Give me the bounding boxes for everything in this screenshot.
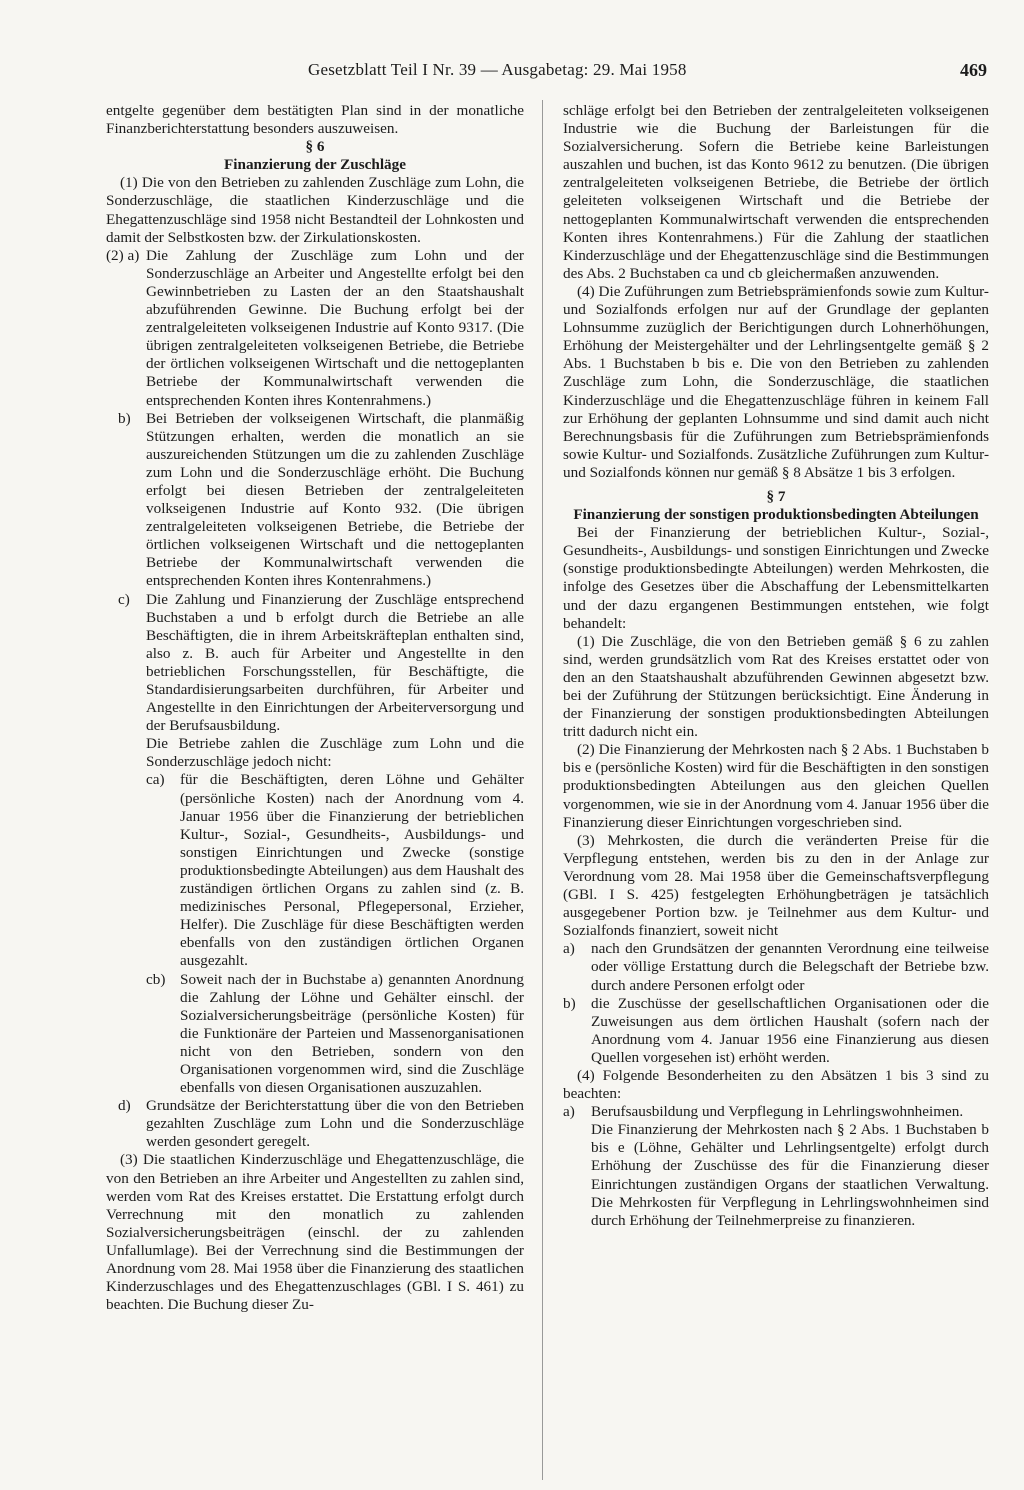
item-label: b) <box>118 409 131 427</box>
item-ca <box>146 771 524 970</box>
section-7-intro: Bei der Finanzierung der betrieblichen Kultur-, Sozial-, Gesundheits-, Ausbildungs- und sonstigen Einrichtungen und Zwecke (sonstige produktionsbedingte Abteilungen) werden Mehrkosten, die infolge des Gesetzes über die Abschaffung der Lebensmittelkarten und der dazu ergangenen Bestimmungen entstehen, wie folgt behandelt: <box>563 524 989 632</box>
section-7-item-3b <box>563 995 989 1067</box>
section-7-item-4a-continued: Die Finanzierung der Mehrkosten nach § 2 Abs. 1 Buchstaben b bis e (Löhne, Gehälter und Lehrlingsentgelte) erfolgt durch Erhöhung der Zuschüsse des für die Finanzierung dieser Einrichtungen zuständigen Organs der staatlichen Verwaltung. Die Mehrkosten für Verpflegung in Lehrlingswohnheimen sind durch Erhöhung der Teilnehmerpreise zu finanzieren. <box>591 1121 989 1229</box>
item-label: b) <box>563 994 576 1012</box>
item-text: Die Zahlung und Finanzierung der Zuschläge entsprechend Buchstaben a und b erfolgt durch die Betriebe an alle Beschäftigten, die in ihrem Arbeitskräfteplan enthalten sind, also z. B. auch für Arbeiter und Angestellte in den betrieblichen Forschungsstellen, für Beschäftigte, die Standardisierungsarbeiten durchführen, für Arbeiter und Angestellte in den Einrichtungen der Arbeiterversorgung und der Berufsausbildung. <box>146 590 524 735</box>
item-text: Berufsausbildung und Verpflegung in Lehrlingswohnheimen. <box>591 1103 964 1121</box>
section-7-paragraph-3: (3) Mehrkosten, die durch die veränderten Preise für die Verpflegung entstehen, werden bis zu den in der Anlage zur Verordnung vom 28. Mai 1958 über die Gemeinschaftsverpflegung (GBl. I S. 425) festgelegten Erhöhungbeträgen je tatsächlich ausgegebener Portion bzw. je Teilnehmer aus dem Kultur- und Sozialfonds finanziert, soweit nicht <box>563 831 989 940</box>
section-7-item-4a <box>563 1103 989 1121</box>
paragraph-1: (1) Die von den Betrieben zu zahlenden Zuschläge zum Lohn, die Sonderzuschläge, die staatlichen Kinderzuschläge und die Ehegattenzuschläge sind 1958 nicht Bestandteil der Lohnkosten und damit der Selbstkosten bzw. der Zirkulationskosten. <box>106 174 524 246</box>
item-text: Grundsätze der Berichterstattung über die von den Betrieben gezahlten Zuschläge zum Lohn und die Sonderzuschläge werden gesondert geregelt. <box>146 1097 524 1151</box>
item-text: Bei Betrieben der volkseigenen Wirtschaft, die planmäßig Stützungen erhalten, werden die monatlich an sie auszureichenden Stützungen um die zu zahlenden Zuschläge zum Lohn und die Sonderzuschläge erhöht. Die Buchung erfolgt bei diesen Betrieben der zentralgeleiteten volkseigenen Industrie auf Konto 932. (Die übrigen zentralgeleiteten volkseigenen Betriebe, die Betriebe der örtlichen volkseigenen Wirtschaft und die nettogeplanten Betriebe der Kommunalwirtschaft verwenden die entsprechenden Konten ihres Kontenrahmens.) <box>146 409 524 590</box>
right-column <box>563 102 989 1230</box>
section-6-title: Finanzierung der Zuschläge <box>224 156 406 174</box>
paragraph-2b <box>106 410 524 591</box>
page-number: 469 <box>960 60 987 80</box>
item-label: cb) <box>146 970 166 988</box>
item-cb <box>146 971 524 1098</box>
item-text: Soweit nach der in Buchstabe a) genannten Anordnung die Zahlung der Löhne und Gehälter einschl. der Sozialversicherungsbeiträge (persönliche Kosten) für die Funktionäre der Parteien und Massenorganisationen nicht von den Betrieben, sondern von den Organisationen vorgenommen wird, sind die Zuschläge ebenfalls von diesen Organisationen auszuzahlen. <box>180 970 524 1097</box>
item-label: c) <box>118 590 130 608</box>
item-label: ca) <box>146 771 165 789</box>
gazette-title: Gesetzblatt Teil I Nr. 39 — Ausgabetag: 29. Mai 1958 <box>308 60 687 79</box>
section-6-number: § 6 <box>305 138 325 156</box>
paragraph-2c-continued: Die Betriebe zahlen die Zuschläge zum Lohn und die Sonderzuschläge jedoch nicht: <box>146 735 524 771</box>
item-text: die Zuschüsse der gesellschaftlichen Organisationen oder die Zuweisungen aus dem örtlichen Haushalt (sofern nach der Anordnung vom 4. Januar 1956 eine Finanzierung aus diesen Quellen vorgesehen ist) erhöht werden. <box>591 994 989 1066</box>
item-label: a) <box>563 940 575 958</box>
left-column <box>106 102 524 1314</box>
subitems-c <box>106 771 524 1097</box>
item-text: Die Zahlung der Zuschläge zum Lohn und der Sonderzuschläge an Arbeiter und Angestellte erfolgt bei den Gewinnbetrieben zu Lasten der an den Staatshaushalt abzuführenden Gewinne. Die Buchung erfolgt bei der zentralgeleiteten volkseigenen Industrie auf Konto 9317. (Die übrigen zentralgeleiteten volkseigenen Betriebe, die Betriebe der örtlichen volkseigenen Wirtschaft und die nettogeplanten Betriebe der Kommunalwirtschaft verwenden die entsprechenden Konten ihres Kontenrahmens.) <box>146 246 524 409</box>
item-label: d) <box>118 1097 131 1115</box>
paragraph-2a <box>106 247 524 410</box>
section-7-title: Finanzierung der sonstigen produktionsbedingten Abteilungen <box>573 506 979 524</box>
paragraph-3: (3) Die staatlichen Kinderzuschläge und Ehegattenzuschläge, die von den Betrieben an ihre Arbeiter und Angestellten zu zahlen sind, werden vom Rat des Kreises erstattet. Die Erstattung erfolgt durch Verrechnung mit den monatlich zu zahlenden Sozialversicherungsbeiträgen (einschl. der zu zahlenden Unfallumlage). Bei der Verrechnung sind die Bestimmungen der Anordnung vom 28. Mai 1958 über die Finanzierung des staatlichen Kinderzuschlages und des Ehegattenzuschlages (GBl. I S. 461) zu beachten. Die Buchung dieser Zu- <box>106 1151 524 1314</box>
item-text: für die Beschäftigten, deren Löhne und Gehälter (persönliche Kosten) nach der Anordnung vom 4. Januar 1956 über die Finanzierung der betrieblichen Kultur-, Sozial-, Gesundheits-, Ausbildungs- und sonstigen Einrichtungen und Zwecke (sonstige produktionsbedingte Abteilungen) aus dem Haushalt des zuständigen örtlichen Organs zu zahlen sind (z. B. medizinisches Personal, Pflegepersonal, Erzieher, Helfer). Die Zuschläge für diese Beschäftigten werden ebenfalls von den zuständigen örtlichen Organen ausgezahlt. <box>180 771 524 970</box>
paragraph-2c <box>106 591 524 736</box>
page-header <box>112 60 987 86</box>
intro-paragraph: entgelte gegenüber dem bestätigten Plan sind in der monatliche Finanzberichterstattung besonders auszuweisen. <box>106 102 524 138</box>
section-7-item-3a <box>563 940 989 994</box>
paragraph-4: (4) Die Zuführungen zum Betriebsprämienfonds sowie zum Kultur- und Sozialfonds erfolgen nur auf der Grundlage der geplanten Lohnsumme zuzüglich der Berichtigungen durch Lohnerhöhungen, Erhöhung der Meistergehälter und der Lehrlingsentgelte gemäß § 2 Abs. 1 Buchstaben b bis e. Die von den Betrieben zu zahlenden Zuschläge zum Lohn, die Sonderzuschläge, die staatlichen Kinderzuschläge und die Ehegattenzuschläge führen in keinem Fall zur Erhöhung der geplanten Lohnsumme und sind damit auch nicht Berechnungsbasis für die Zuführungen zum Betriebsprämienfonds sowie Kultur- und Sozialfonds. Zusätzliche Zuführungen zum Kultur- und Sozialfonds können nur gemäß § 8 Absätze 1 bis 3 erfolgen. <box>563 282 989 481</box>
section-7-paragraph-4: (4) Folgende Besonderheiten zu den Absätzen 1 bis 3 sind zu beachten: <box>563 1066 989 1103</box>
continued-paragraph: schläge erfolgt bei den Betrieben der zentralgeleiteten volkseigenen Industrie wie die Buchung der Barleistungen für die Sozialversicherung. Sofern die Betriebe keine Barleistungen auszahlen und buchen, ist das Konto 9612 zu benutzen. (Die übrigen zentralgeleiteten volkseigenen Betriebe, die Betriebe der örtlich geleiteten volkseigenen Wirtschaft und die Betriebe der nettogeplanten Kommunalwirtschaft verwenden die entsprechenden Konten ihres Kontenrahmens.) Für die Zahlung der staatlichen Kinderzuschläge und der Ehegattenzuschläge sind die Bestimmungen des Abs. 2 Buchstaben ca und cb gleichermaßen anzuwenden. <box>563 102 989 282</box>
paragraph-2d <box>106 1097 524 1151</box>
column-divider <box>542 100 543 1480</box>
section-7-paragraph-2: (2) Die Finanzierung der Mehrkosten nach § 2 Abs. 1 Buchstaben b bis e (persönliche Kosten) wird für die Beschäftigten in den sonstigen produktionsbedingten Abteilungen aus den gleichen Quellen vorgenommen, wie sie in der Anordnung vom 4. Januar 1956 über die Finanzierung dieser Einrichtungen vorgeschrieben sind. <box>563 741 989 831</box>
section-7-number: § 7 <box>766 487 786 505</box>
section-7-paragraph-1: (1) Die Zuschläge, die von den Betrieben gemäß § 6 zu zahlen sind, werden grundsätzlich vom Rat des Kreises erstattet oder von den an den Staatshaushalt abzuführenden Gewinnen abgesetzt bzw. bei der Zuführung der Stützungen berücksichtigt. Eine Änderung in der Finanzierung der sonstigen produktionsbedingten Abteilungen tritt dadurch nicht ein. <box>563 632 989 741</box>
item-text: nach den Grundsätzen der genannten Verordnung eine teilweise oder völlige Erstattung durch die Belegschaft der Betriebe bzw. durch andere Personen erfolgt oder <box>591 940 989 994</box>
item-label: a) <box>563 1103 575 1121</box>
item-label: (2) a) <box>106 246 140 264</box>
